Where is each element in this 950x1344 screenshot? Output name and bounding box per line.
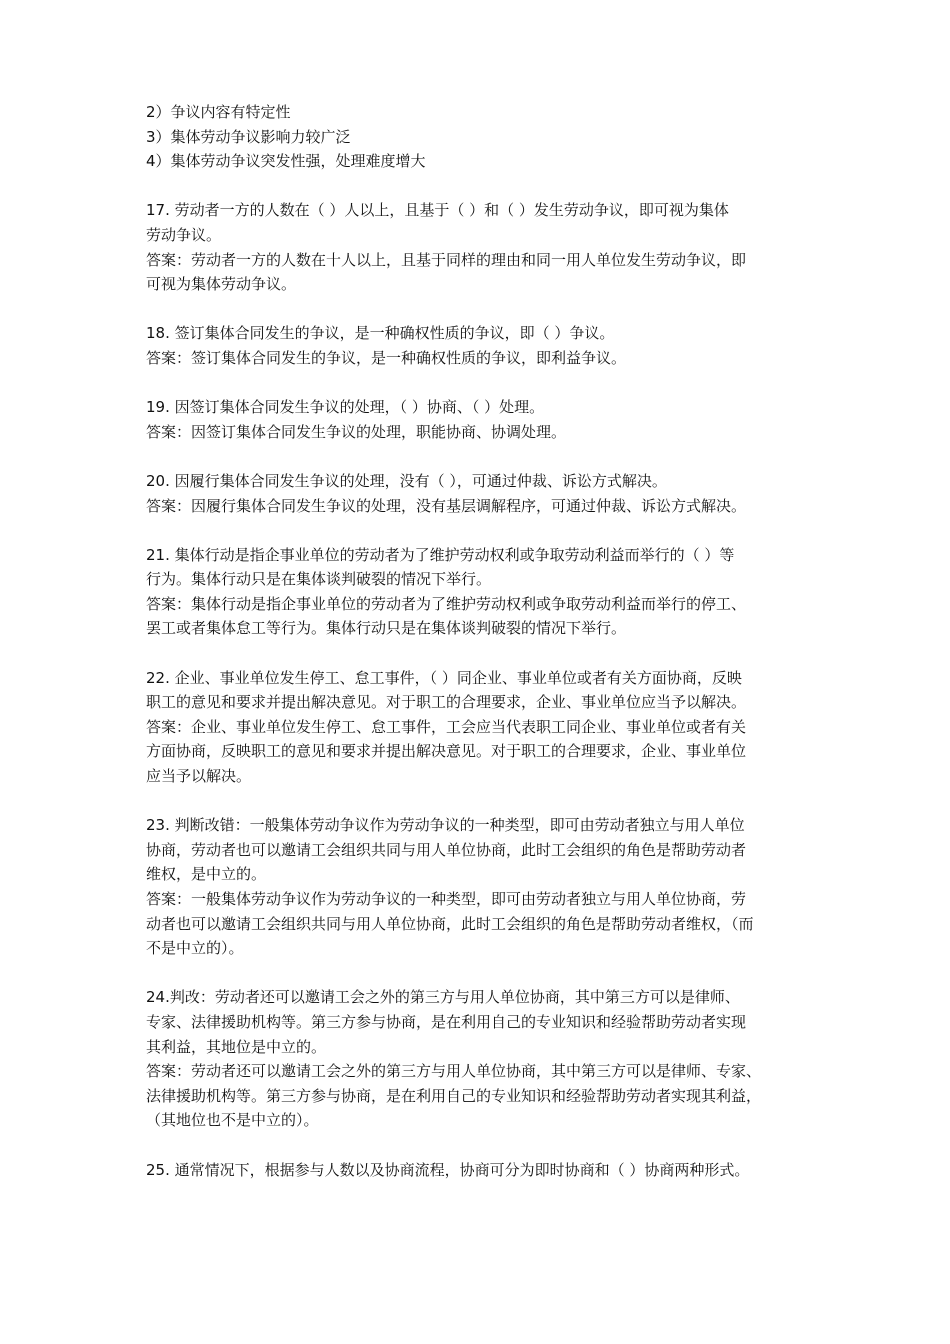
question-text: 22. 企业、事业单位发生停工、怠工事件，（ ）同企业、事业单位或者有关方面协商，反映 <box>146 668 742 687</box>
answer-text: 方面协商，反映职工的意见和要求并提出解决意见。对于职工的合理要求，企业、事业单位 <box>146 742 747 761</box>
question-text: 25. 通常情况下，根据参与人数以及协商流程，协商可分为即时协商和（ ）协商两种形式。 <box>146 1160 750 1179</box>
answer-text: 答案：因履行集体合同发生争议的处理，没有基层调解程序，可通过仲裁、诉讼方式解决。 <box>146 496 747 515</box>
paragraph-gap <box>146 444 822 469</box>
intro-item: 2）争议内容有特定性 <box>146 103 291 121</box>
intro-list <box>146 100 822 174</box>
answer-text: 罢工或者集体怠工等行为。集体行动只是在集体谈判破裂的情况下举行。 <box>146 619 627 638</box>
answer-text: （其地位也不是中立的）。 <box>146 1111 319 1130</box>
answer-text: 法律援助机构等。第三方参与协商，是在利用自己的专业知识和经验帮助劳动者实现其利益， <box>146 1086 762 1105</box>
answer-text: 答案：签订集体合同发生的争议，是一种确权性质的争议，即利益争议。 <box>146 348 627 367</box>
paragraph-gap <box>146 174 822 199</box>
question-text: 19. 因签订集体合同发生争议的处理，（ ）协商、（ ）处理。 <box>146 398 545 417</box>
question-text: 协商，劳动者也可以邀请工会组织共同与用人单位协商，此时工会组织的角色是帮助劳动者 <box>146 840 747 859</box>
question-block-18 <box>146 321 822 370</box>
answer-text: 答案：劳动者一方的人数在十人以上，且基于同样的理由和同一用人单位发生劳动争议，即 <box>146 250 747 269</box>
intro-item: 4）集体劳动争议突发性强，处理难度增大 <box>146 152 426 171</box>
question-block-20 <box>146 469 822 518</box>
question-text: 专家、法律援助机构等。第三方参与协商，是在利用自己的专业知识和经验帮助劳动者实现 <box>146 1012 747 1031</box>
answer-text: 不是中立的）。 <box>146 939 244 958</box>
intro-item: 3）集体劳动争议影响力较广泛 <box>146 127 351 146</box>
answer-text: 答案：集体行动是指企事业单位的劳动者为了维护劳动权利或争取劳动利益而举行的停工、 <box>146 594 747 613</box>
question-text: 行为。集体行动只是在集体谈判破裂的情况下举行。 <box>146 570 492 589</box>
question-text: 劳动争议。 <box>146 225 222 244</box>
answer-text: 答案：劳动者还可以邀请工会之外的第三方与用人单位协商，其中第三方可以是律师、专家、 <box>146 1062 762 1081</box>
answer-text: 应当予以解决。 <box>146 767 252 786</box>
paragraph-gap <box>146 641 822 666</box>
answer-text: 可视为集体劳动争议。 <box>146 275 297 294</box>
answer-text: 答案：企业、事业单位发生停工、怠工事件，工会应当代表职工同企业、事业单位或者有关 <box>146 717 747 736</box>
question-block-19 <box>146 395 822 444</box>
question-text: 17. 劳动者一方的人数在（ ）人以上，且基于（ ）和（ ）发生劳动争议，即可视为集体 <box>146 201 729 220</box>
question-text: 其利益，其地位是中立的。 <box>146 1037 327 1056</box>
paragraph-gap <box>146 297 822 322</box>
paragraph-gap <box>146 518 822 543</box>
question-text: 维权，是中立的。 <box>146 865 267 884</box>
paragraph-gap <box>146 961 822 986</box>
question-text: 20. 因履行集体合同发生争议的处理，没有（ ），可通过仲裁、诉讼方式解决。 <box>146 471 667 490</box>
question-block-24 <box>146 985 822 1133</box>
question-block-23 <box>146 813 822 961</box>
question-block-17 <box>146 198 822 296</box>
question-text: 21. 集体行动是指企事业单位的劳动者为了维护劳动权利或争取劳动利益而举行的（ ）等 <box>146 545 735 564</box>
question-text: 职工的意见和要求并提出解决意见。对于职工的合理要求，企业、事业单位应当予以解决。 <box>146 693 747 712</box>
question-block-21 <box>146 543 822 641</box>
document-page <box>146 100 822 1182</box>
answer-text: 动者也可以邀请工会组织共同与用人单位协商，此时工会组织的角色是帮助劳动者维权，（而 <box>146 914 754 933</box>
question-text: 18. 签订集体合同发生的争议，是一种确权性质的争议，即（ ）争议。 <box>146 324 615 343</box>
question-text: 24.判改：劳动者还可以邀请工会之外的第三方与用人单位协商，其中第三方可以是律师、 <box>146 988 740 1007</box>
question-text: 23. 判断改错：一般集体劳动争议作为劳动争议的一种类型，即可由劳动者独立与用人单位 <box>146 816 745 835</box>
paragraph-gap <box>146 371 822 396</box>
answer-text: 答案：因签订集体合同发生争议的处理，职能协商、协调处理。 <box>146 422 567 441</box>
question-block-22 <box>146 666 822 789</box>
question-block-25 <box>146 1158 822 1183</box>
answer-text: 答案：一般集体劳动争议作为劳动争议的一种类型，即可由劳动者独立与用人单位协商，劳 <box>146 890 747 908</box>
paragraph-gap <box>146 789 822 814</box>
paragraph-gap <box>146 1133 822 1158</box>
